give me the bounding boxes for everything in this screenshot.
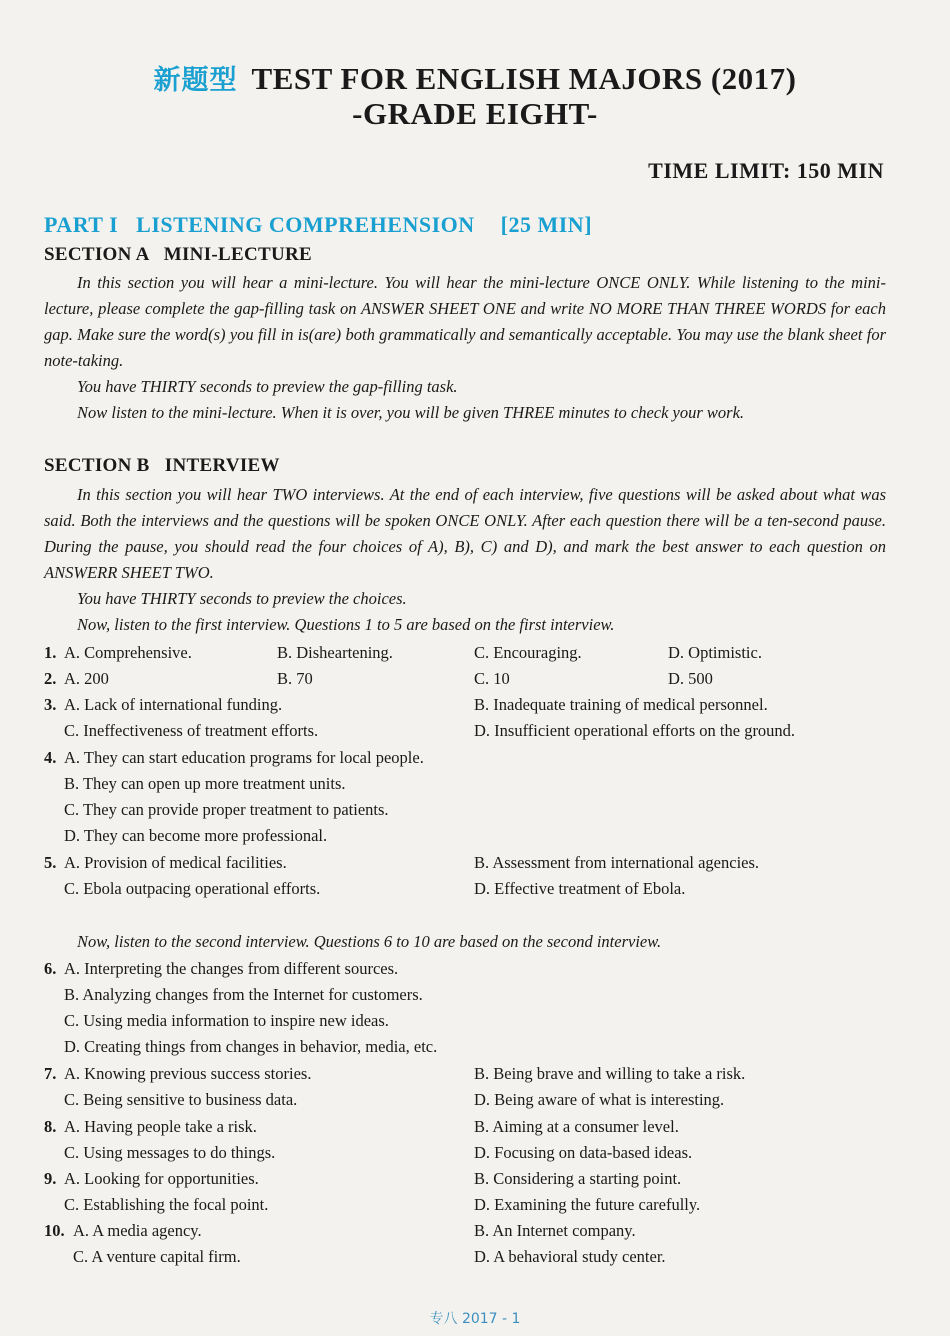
option-c[interactable]: C. Using messages to do things. bbox=[64, 1143, 276, 1162]
question-3 bbox=[44, 692, 914, 744]
option-b[interactable]: B. They can open up more treatment units. bbox=[64, 774, 346, 793]
question-number: 2. bbox=[44, 669, 57, 688]
option-a[interactable]: A. Provision of medical facilities. bbox=[64, 853, 287, 872]
option-d[interactable]: D. Creating things from changes in behavior, media, etc. bbox=[64, 1037, 438, 1056]
instruction-paragraph: In this section you will hear a mini-lecture. You will hear the mini-lecture ONCE ONLY. While listening to the mini-lecture, please complete the gap-filling task on ANSWER SHEET ONE and write NO MORE THAN THREE WORDS for each gap. Make sure the word(s) you fill in is(are) both grammatically and semantically acceptable. You may use the blank sheet for note-taking. bbox=[44, 273, 886, 370]
question-8 bbox=[44, 1114, 914, 1166]
question-number: 5. bbox=[44, 853, 57, 872]
section-a-instructions bbox=[44, 270, 886, 426]
option-c[interactable]: C. Encouraging. bbox=[474, 643, 582, 662]
option-d[interactable]: D. Being aware of what is interesting. bbox=[474, 1090, 725, 1109]
question-2 bbox=[44, 666, 914, 692]
option-a[interactable]: A. 200 bbox=[64, 669, 109, 688]
exam-title: TEST FOR ENGLISH MAJORS (2017) bbox=[251, 61, 797, 96]
question-number: 9. bbox=[44, 1169, 57, 1188]
option-a[interactable]: A. Having people take a risk. bbox=[64, 1117, 257, 1136]
option-a[interactable]: A. They can start education programs for local people. bbox=[64, 748, 424, 767]
question-number: 1. bbox=[44, 643, 57, 662]
option-a[interactable]: A. A media agency. bbox=[73, 1221, 202, 1240]
option-c[interactable]: C. Being sensitive to business data. bbox=[64, 1090, 298, 1109]
instruction-paragraph: Now, listen to the second interview. Questions 6 to 10 are based on the second interview. bbox=[77, 932, 662, 951]
option-b[interactable]: B. Assessment from international agencies. bbox=[474, 853, 760, 872]
option-b[interactable]: B. An Internet company. bbox=[474, 1221, 636, 1240]
option-c[interactable]: C. Ineffectiveness of treatment efforts. bbox=[64, 721, 319, 740]
section-b-heading: SECTION B INTERVIEW bbox=[44, 455, 280, 476]
option-c[interactable]: C. Using media information to inspire new ideas. bbox=[64, 1011, 389, 1030]
option-a[interactable]: A. Comprehensive. bbox=[64, 643, 192, 662]
option-d[interactable]: D. A behavioral study center. bbox=[474, 1247, 666, 1266]
question-10 bbox=[44, 1218, 914, 1270]
option-d[interactable]: D. Insufficient operational efforts on the ground. bbox=[474, 721, 796, 740]
question-4 bbox=[44, 745, 914, 849]
option-d[interactable]: D. Optimistic. bbox=[668, 643, 762, 662]
option-d[interactable]: D. Examining the future carefully. bbox=[474, 1195, 701, 1214]
second-interview-intro bbox=[44, 929, 886, 955]
title-row bbox=[0, 58, 950, 97]
page-footer: 专八 2017 - 1 bbox=[429, 1311, 521, 1327]
option-a[interactable]: A. Looking for opportunities. bbox=[64, 1169, 259, 1188]
brand-logo: 新题型 bbox=[153, 65, 238, 96]
option-d[interactable]: D. 500 bbox=[668, 669, 713, 688]
option-c[interactable]: C. 10 bbox=[474, 669, 510, 688]
option-b[interactable]: B. 70 bbox=[277, 669, 313, 688]
time-limit: TIME LIMIT: 150 MIN bbox=[648, 158, 884, 183]
option-b[interactable]: B. Disheartening. bbox=[277, 643, 393, 662]
question-number: 6. bbox=[44, 959, 57, 978]
question-7 bbox=[44, 1061, 914, 1113]
option-a[interactable]: A. Interpreting the changes from different sources. bbox=[64, 959, 399, 978]
part-heading bbox=[44, 212, 592, 238]
part-duration: [25 MIN] bbox=[500, 212, 593, 237]
instruction-paragraph: Now, listen to the first interview. Questions 1 to 5 are based on the first interview. bbox=[77, 615, 615, 634]
question-number: 10. bbox=[44, 1221, 65, 1240]
instruction-paragraph: You have THIRTY seconds to preview the gap-filling task. bbox=[77, 377, 458, 396]
option-c[interactable]: C. A venture capital firm. bbox=[73, 1247, 241, 1266]
option-b[interactable]: B. Considering a starting point. bbox=[474, 1169, 682, 1188]
option-a[interactable]: A. Lack of international funding. bbox=[64, 695, 283, 714]
option-b[interactable]: B. Analyzing changes from the Internet for customers. bbox=[64, 985, 423, 1004]
instruction-paragraph: Now listen to the mini-lecture. When it is over, you will be given THREE minutes to check your work. bbox=[77, 403, 745, 422]
option-b[interactable]: B. Inadequate training of medical personnel. bbox=[474, 695, 768, 714]
question-number: 4. bbox=[44, 748, 57, 767]
option-d[interactable]: D. They can become more professional. bbox=[64, 826, 328, 845]
section-b-instructions bbox=[44, 482, 886, 638]
question-9 bbox=[44, 1166, 914, 1218]
option-c[interactable]: C. Ebola outpacing operational efforts. bbox=[64, 879, 321, 898]
question-number: 7. bbox=[44, 1064, 57, 1083]
question-5 bbox=[44, 850, 914, 902]
question-6 bbox=[44, 956, 914, 1060]
exam-subtitle: -GRADE EIGHT- bbox=[352, 96, 598, 131]
option-c[interactable]: C. They can provide proper treatment to patients. bbox=[64, 800, 389, 819]
option-b[interactable]: B. Aiming at a consumer level. bbox=[474, 1117, 679, 1136]
option-d[interactable]: D. Focusing on data-based ideas. bbox=[474, 1143, 693, 1162]
section-a-heading: SECTION A MINI-LECTURE bbox=[44, 244, 312, 265]
question-1 bbox=[44, 640, 914, 666]
option-b[interactable]: B. Being brave and willing to take a risk. bbox=[474, 1064, 746, 1083]
option-d[interactable]: D. Effective treatment of Ebola. bbox=[474, 879, 686, 898]
question-number: 8. bbox=[44, 1117, 57, 1136]
instruction-paragraph: In this section you will hear TWO interviews. At the end of each interview, five questions will be asked about what was said. Both the interviews and the questions will be spoken ONCE ONLY. After each question there will be a ten-second pause. During the pause, you should read the four choices of A), B), C) and D), and mark the best answer to each question on ANSWERR SHEET TWO. bbox=[44, 485, 886, 582]
instruction-paragraph: You have THIRTY seconds to preview the choices. bbox=[77, 589, 407, 608]
option-c[interactable]: C. Establishing the focal point. bbox=[64, 1195, 269, 1214]
option-a[interactable]: A. Knowing previous success stories. bbox=[64, 1064, 312, 1083]
question-number: 3. bbox=[44, 695, 57, 714]
part-label: PART I LISTENING COMPREHENSION bbox=[44, 212, 475, 237]
